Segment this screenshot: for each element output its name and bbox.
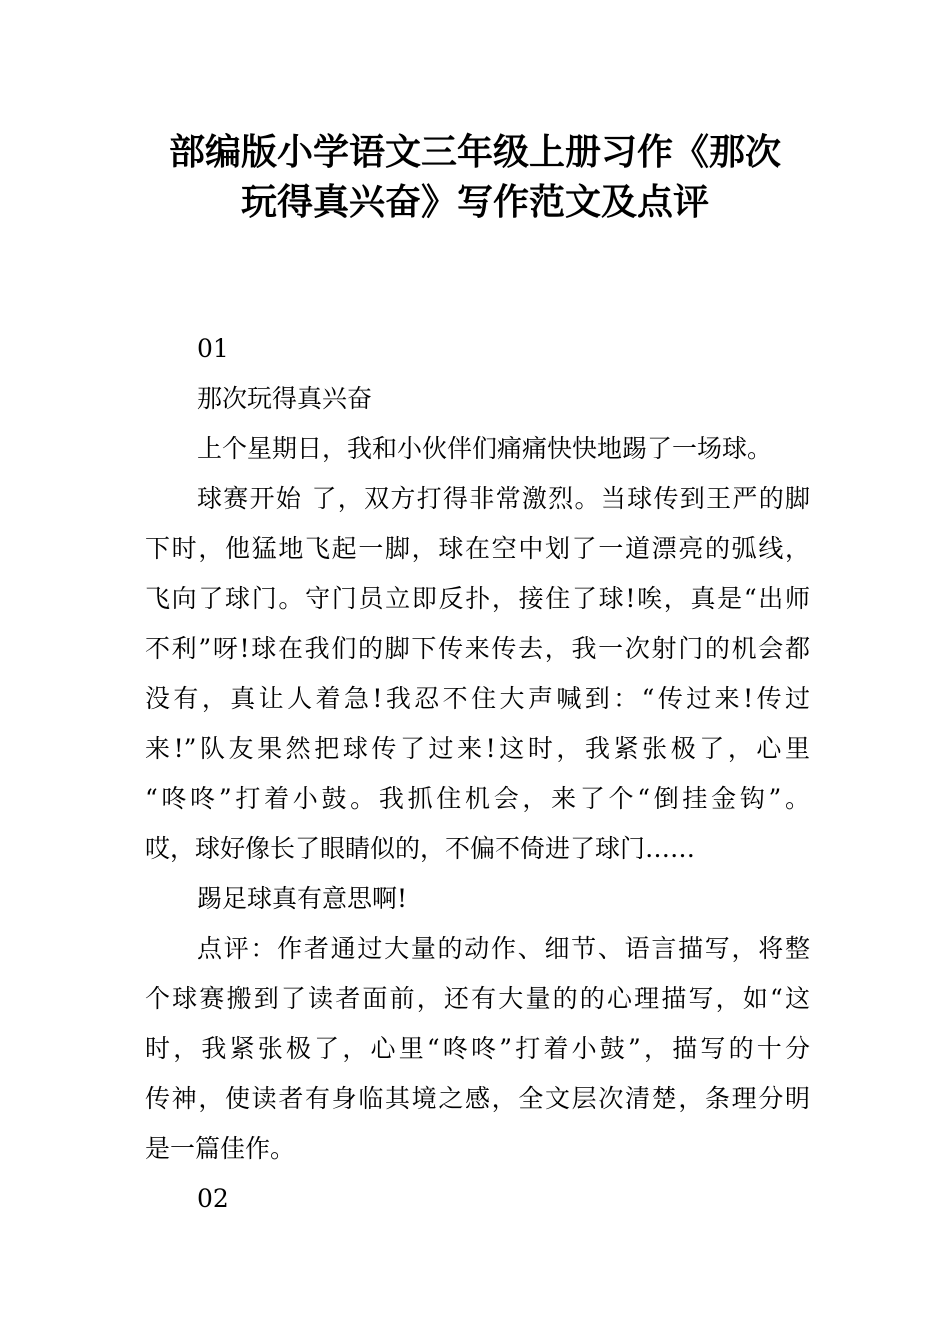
- essay-paragraph-1: 上个星期日，我和小伙伴们痛痛快快地踢了一场球。: [197, 434, 773, 463]
- essay-paragraph-2-line: 下时，他猛地飞起一脚，球在空中划了一道漂亮的弧线，: [145, 534, 810, 563]
- comment-line: 是一篇佳作。: [145, 1134, 296, 1163]
- essay-paragraph-2-line: 没有，真让人着急!我忍不住大声喊到：“传过来!传过: [145, 684, 810, 713]
- document-title-line-2: 玩得真兴奋》写作范文及点评: [240, 182, 709, 223]
- essay-paragraph-3: 踢足球真有意思啊!: [197, 884, 408, 913]
- essay-paragraph-2-line: 飞向了球门。守门员立即反扑，接住了球!唉，真是“出师: [145, 584, 810, 613]
- section-number-01: 01: [197, 334, 229, 363]
- comment-line: 传神，使读者有身临其境之感，全文层次清楚，条理分明: [145, 1084, 810, 1113]
- essay-paragraph-2-line: 不利”呀!球在我们的脚下传来传去，我一次射门的机会都: [145, 634, 810, 663]
- comment-line: 点评：作者通过大量的动作、细节、语言描写，将整: [197, 934, 810, 963]
- essay-heading: 那次玩得真兴奋: [197, 384, 373, 413]
- comment-line: 个球赛搬到了读者面前，还有大量的的心理描写，如“这: [145, 984, 810, 1013]
- essay-body: [145, 324, 810, 1224]
- document-title-line-1: 部编版小学语文三年级上册习作《那次: [168, 132, 781, 173]
- essay-paragraph-2-line: 来!”队友果然把球传了过来!这时，我紧张极了，心里: [145, 734, 810, 763]
- essay-paragraph-2-line: 哎，球好像长了眼睛似的，不偏不倚进了球门……: [145, 834, 696, 863]
- essay-paragraph-2-line: “咚咚”打着小鼓。我抓住机会，来了个“倒挂金钩”。: [145, 784, 810, 813]
- section-number-02: 02: [197, 1184, 229, 1213]
- essay-paragraph-2-line: 球赛开始 了，双方打得非常激烈。当球传到王严的脚: [197, 484, 810, 513]
- comment-line: 时，我紧张极了，心里“咚咚”打着小鼓”，描写的十分: [145, 1034, 810, 1063]
